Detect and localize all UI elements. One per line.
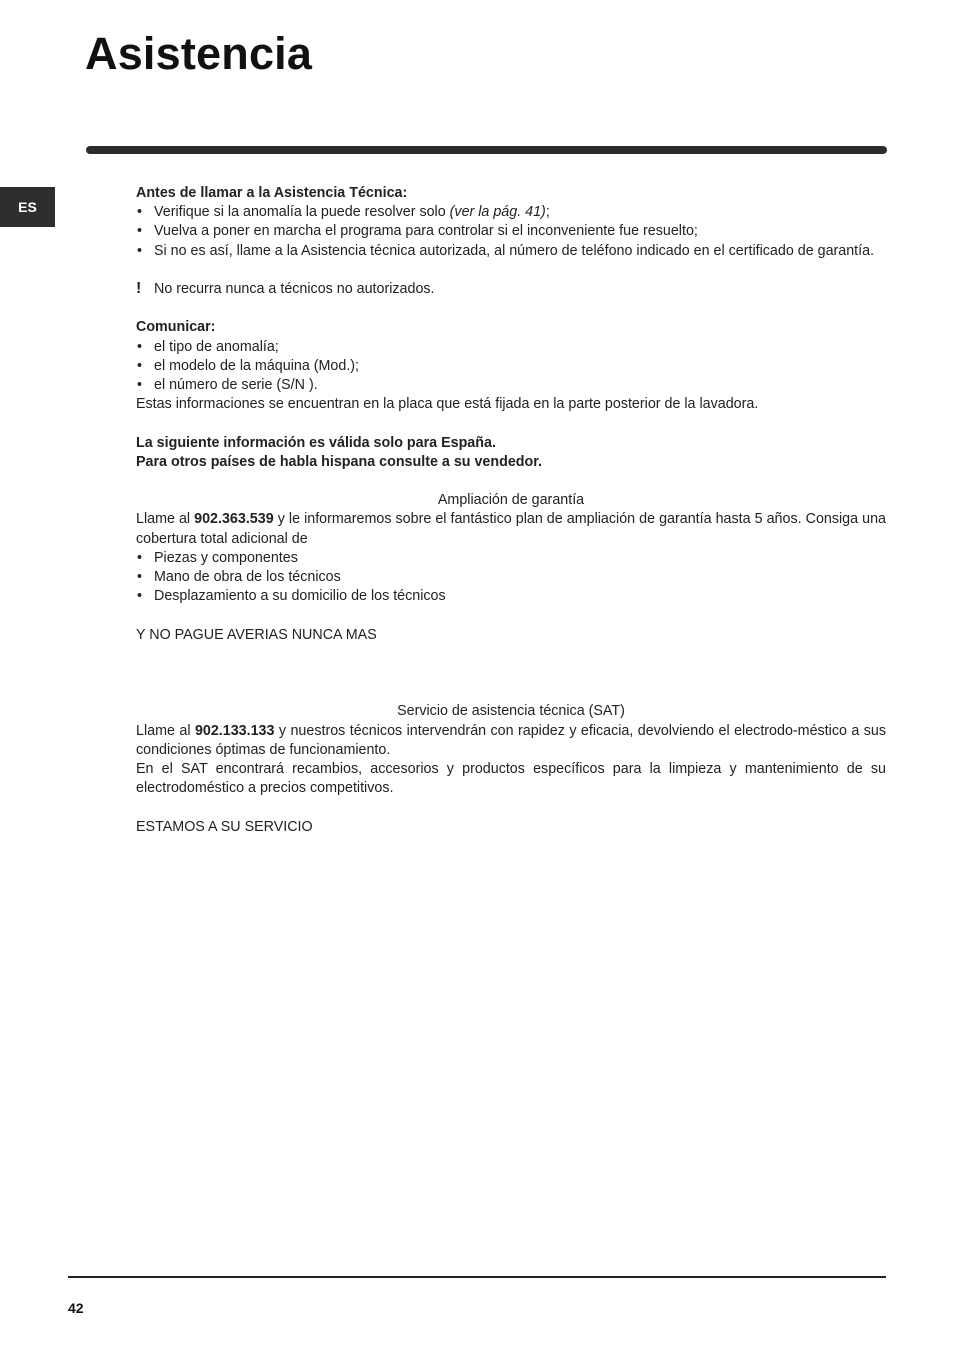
list-item: • Verifique si la anomalía la puede resolver solo (ver la pág. 41);: [136, 203, 886, 222]
warning-note: ! No recurra nunca a técnicos no autorizados.: [136, 280, 435, 297]
warranty-heading: Ampliación de garantía: [437, 492, 585, 509]
footer-divider: [68, 1276, 886, 1278]
before-call-list: [136, 203, 886, 261]
list-item: • el tipo de anomalía;: [136, 338, 886, 357]
before-call-heading: Antes de llamar a la Asistencia Técnica:: [136, 185, 408, 201]
language-tab: ES: [0, 187, 55, 227]
list-item: • el modelo de la máquina (Mod.);: [136, 357, 886, 376]
spain-notice-line-2: Para otros países de habla hispana consulte a su vendedor.: [136, 453, 543, 470]
warranty-slogan: Y NO PAGUE AVERIAS NUNCA MAS: [136, 626, 377, 643]
list-item: • Mano de obra de los técnicos: [136, 568, 886, 587]
communicate-note: Estas informaciones se encuentran en la placa que está fijada en la parte posterior de la lavadora.: [136, 396, 759, 413]
list-item: • Si no es así, llame a la Asistencia técnica autorizada, al número de teléfono indicado en el certificado de garantía.: [136, 242, 886, 261]
warranty-phone: 902.363.539: [194, 511, 274, 528]
sat-slogan: ESTAMOS A SU SERVICIO: [136, 818, 313, 835]
list-item: • Vuelva a poner en marcha el programa para controlar si el inconveniente fue resuelto;: [136, 222, 886, 241]
sat-phone: 902.133.133: [194, 722, 275, 739]
communicate-list: [136, 338, 886, 396]
title-divider: [86, 146, 887, 154]
warranty-coverage-list: [136, 549, 886, 607]
page-number: 42: [68, 1300, 84, 1316]
sat-intro: Llame al 902.133.133 y nuestros técnicos intervendrán con rapidez y eficacia, devolviendo el electrodo-méstico a sus condiciones óptimas de funcionamiento.: [136, 722, 886, 758]
page-reference: (ver la pág. 41): [449, 204, 546, 221]
sat-heading: Servicio de asistencia técnica (SAT): [397, 703, 625, 720]
sat-text: En el SAT encontrará recambios, accesorios y productos específicos para la limpieza y mantenimiento de su electrodoméstico a precios competitivos.: [136, 761, 886, 797]
communicate-heading: Comunicar:: [136, 319, 216, 336]
list-item: • el número de serie (S/N ).: [136, 376, 886, 395]
warranty-intro: Llame al 902.363.539 y le informaremos sobre el fantástico plan de ampliación de garantía hasta 5 años. Consiga una cobertura total adicional de: [136, 511, 886, 547]
warning-icon: !: [136, 280, 142, 297]
main-content: [136, 184, 886, 837]
page-title: Asistencia: [85, 28, 313, 79]
spain-notice-line-1: La siguiente información es válida solo para España.: [136, 434, 496, 451]
list-item: • Desplazamiento a su domicilio de los técnicos: [136, 587, 886, 606]
list-item: • Piezas y componentes: [136, 549, 886, 568]
